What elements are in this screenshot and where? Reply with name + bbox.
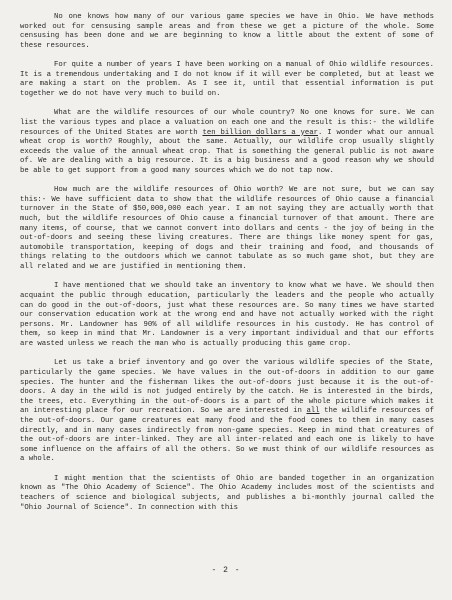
body-text [20,13,434,513]
underlined-text: all [306,407,320,416]
paragraph-text: For quite a number of years I have been working on a manual of Ohio wildlife resources. It is a tremendous undertaking and I do not know if it will ever be completed, but at least we are making a start on the problem. As I see it, until that essential information is put together we do not have very much to build on. [20,61,434,98]
paragraph-text: . I wonder what our annual wheat crop is worth? Roughly, about the same. Actually, our wildlife crop usually slightly exceeds the value of the annual wheat crop. That is something the general public is not aware of. We are dealing with a big resource. It is a big business and a good reason why we should be able to get support from a good many sources which we do not tap now. [20,128,434,175]
paragraph [20,13,434,51]
paragraph [20,282,434,349]
paragraph-text: Let us take a brief inventory and go over the various wildlife species of the State, particularly the game species. We have values in the out-of-doors in addition to our game species. The hunter and the fisherman likes the out-of-doors just because it is the out-of-doors. A day in the wild is not judged entirely by the catch. He is interested in the birds, the trees, etc. Everything in the out-of-doors is a part of the whole picture which makes it an interesting place for our recreation. So we are interested in [20,359,434,416]
page-number: - 2 - [211,566,241,575]
paragraph [20,61,434,99]
paragraph-text: I might mention that the scientists of Ohio are banded together in an organization known as "The Ohio Academy of Science". The Ohio Academy includes most of the scientists and teachers of science and biological subjects, and publishes a bi-monthly journal called the "Ohio Journal of Science". In connection with this [20,474,434,512]
paragraph [20,359,434,465]
paragraph [20,475,434,513]
underlined-text: ten billion dollars a year [202,128,318,137]
paragraph-text: I have mentioned that we should take an inventory to know what we have. We should then acquaint the public through education, particularly the leaders and the people who actually can do good in the out-of-doors, just what these resources are. So many times we have started our conservation education work at the wrong end and have not actually worked with the right persons. Mr. Landowner has 90% of all wildlife resources in his custody. He has control of them, so keep in mind that Mr. Landowner is a very important individual and that our efforts are wasted unless we reach the man who is actually producing this game crop. [20,282,434,348]
paragraph-text: No one knows how many of our various game species we have in Ohio. We have methods worked out for censusing sample areas and from these we get a picture of the whole. Some censusing has been done and we are beginning to know a little about the extent of some of these resources. [20,13,434,50]
paragraph [20,109,434,176]
paragraph-text: What are the wildlife resources of our whole country? No one knows for sure. We can list the various types and place a valuation on each one and the result is this:- the wildlife resources of the United States are worth [20,109,434,137]
paragraph [20,186,434,272]
paragraph-text: the wildlife resources of the out-of-doors. Our game creatures eat many food and the food comes to them in many cases directly, and in many cases indirectly from non-game species. Keep in mind that creatures of the out-of-doors are inter-linked. They are all inter-related and each one is likely to have some influence on the affairs of all the others. So we must think of our wildlife resources as a whole. [20,407,434,464]
paragraph-text: How much are the wildlife resources of Ohio worth? We are not sure, but we can say this:- We have sufficient data to show that the wildlife resources of Ohio cause a financial turnover in the State of $50,000,000 each year. I am not saying they are actually worth that much, but the wildlife resources of Ohio cause a financial turnover of that amount. There are many items, of course, that we cannot convert into dollars and cents - the joy of being in the out-of-doors and seeing these living creatures. There are things like money spent for gas, automobile transportation, keeping of dogs and their training and food, and thousands of things relating to the outdoors which we cannot tabulate as so much game shot, but they are all related and we are justified in mentioning them. [20,186,434,272]
